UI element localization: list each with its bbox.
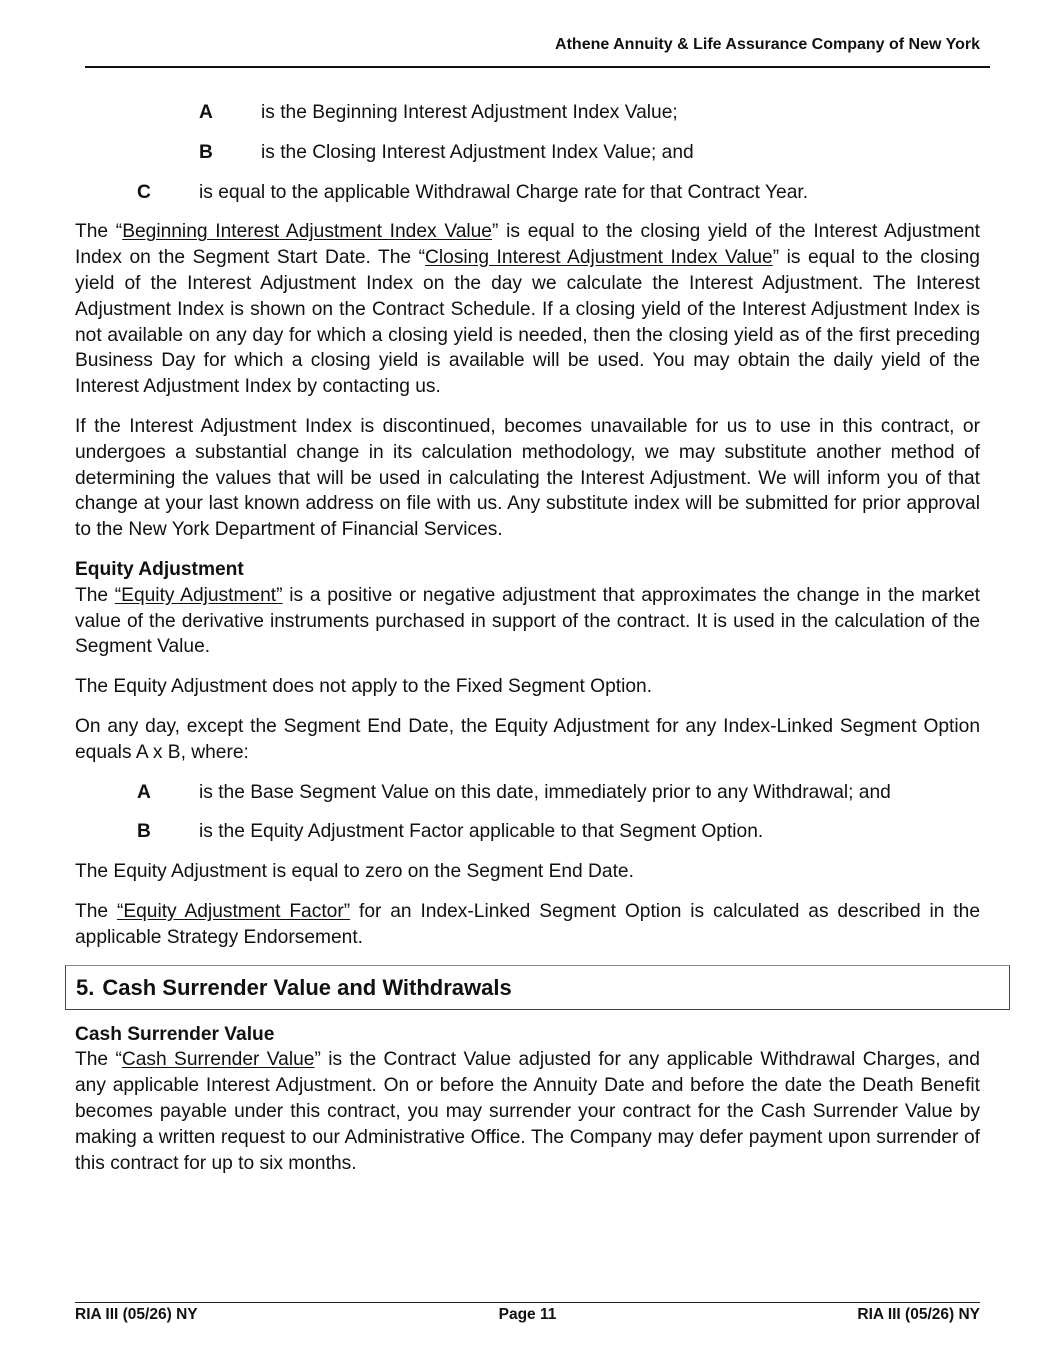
equity-formula-item-a bbox=[75, 780, 980, 806]
footer-page-number: Page 11 bbox=[498, 1306, 557, 1323]
equity-adjustment-zero-paragraph: The Equity Adjustment is equal to zero on the Segment End Date. bbox=[75, 861, 634, 883]
defined-term-equity-adjustment-factor: “Equity Adjustment Factor” bbox=[116, 900, 351, 922]
section-title: Cash Surrender Value and Withdrawals bbox=[102, 974, 512, 1000]
formula-text: is the Closing Interest Adjustment Index Value; and bbox=[261, 141, 694, 163]
formula-item-a bbox=[75, 100, 980, 126]
formula-letter: B bbox=[137, 821, 151, 843]
defined-term-equity-adjustment: “Equity Adjustment” bbox=[114, 584, 283, 606]
cash-surrender-value-paragraph bbox=[75, 1047, 980, 1176]
text-fragment: is a positive or negative adjustment that approximates the change in the market value of the derivative instruments purchased in support of the contract. It is used in the calculation of the Segment Value. bbox=[75, 584, 980, 658]
equity-formula-item-b bbox=[75, 819, 980, 845]
formula-text: is equal to the applicable Withdrawal Charge rate for that Contract Year. bbox=[199, 181, 809, 203]
page-header bbox=[85, 34, 990, 68]
defined-term-closing-index-value: Closing Interest Adjustment Index Value bbox=[425, 247, 773, 269]
equity-adjustment-definition bbox=[75, 583, 980, 660]
index-discontinued-paragraph: If the Interest Adjustment Index is discontinued, becomes unavailable for us to use in this contract, or undergoes a substantial change in its calculation methodology, we may substitute another method of determining the values that will be used in calculating the Interest Adjustment. We will inform you of that change at your last known address on file with us. Any substitute index will be submitted for prior approval to the New York Department of Financial Services. bbox=[75, 415, 980, 541]
formula-item-b bbox=[75, 140, 980, 166]
formula-text: is the Equity Adjustment Factor applicable to that Segment Option. bbox=[199, 821, 764, 843]
equity-adjustment-not-apply: The Equity Adjustment does not apply to the Fixed Segment Option. bbox=[75, 676, 653, 698]
text-fragment: The bbox=[75, 900, 117, 922]
section-heading-box bbox=[65, 965, 1010, 1010]
company-name: Athene Annuity & Life Assurance Company of New York bbox=[555, 36, 980, 53]
index-value-definition-paragraph bbox=[75, 219, 980, 400]
text-fragment: The bbox=[75, 584, 115, 606]
defined-term-beginning-index-value: Beginning Interest Adjustment Index Value bbox=[122, 221, 492, 243]
formula-letter: A bbox=[137, 781, 151, 803]
equity-adjustment-heading: Equity Adjustment bbox=[75, 558, 244, 580]
page-footer bbox=[75, 1302, 980, 1330]
text-fragment: The “ bbox=[75, 1049, 122, 1071]
footer-form-number-right: RIA III (05/26) NY bbox=[857, 1306, 980, 1323]
formula-letter: C bbox=[137, 181, 151, 203]
equity-adjustment-formula-intro: On any day, except the Segment End Date, the Equity Adjustment for any Index-Linked Segment Option equals A x B, where: bbox=[75, 715, 980, 763]
text-fragment: ” is the Contract Value adjusted for any applicable Withdrawal Charges, and any applicable Interest Adjustment. On or before the Annuity Date and before the date the Death Benefit becomes payable under this contract, you may surrender your contract for the Cash Surrender Value by making a written request to our Administrative Office. The Company may defer payment upon surrender of this contract for up to six months. bbox=[75, 1049, 980, 1174]
footer-form-number-left: RIA III (05/26) NY bbox=[75, 1306, 198, 1323]
document-body bbox=[75, 100, 980, 1190]
text-fragment: ” is equal to the closing yield of the Interest Adjustment Index on the Segment Start Date. The “ bbox=[75, 221, 980, 269]
formula-text: is the Beginning Interest Adjustment Index Value; bbox=[261, 102, 678, 123]
defined-term-cash-surrender-value: Cash Surrender Value bbox=[121, 1049, 315, 1071]
equity-adjustment-factor-paragraph bbox=[75, 899, 980, 951]
text-fragment: The “ bbox=[75, 221, 123, 243]
formula-letter: A bbox=[199, 102, 213, 123]
section-number: 5. bbox=[76, 974, 95, 1000]
formula-letter: B bbox=[199, 141, 213, 163]
cash-surrender-value-heading: Cash Surrender Value bbox=[75, 1023, 275, 1045]
formula-text: is the Base Segment Value on this date, immediately prior to any Withdrawal; and bbox=[199, 781, 891, 803]
text-fragment: ” is equal to the closing yield of the Interest Adjustment Index on the day we calculate the Interest Adjustment. The Interest Adjustment Index is shown on the Contract Schedule. If a closing yield of the Interest Adjustment Index is not available on any day for which a closing yield is needed, then the closing yield as of the first preceding Business Day for which a closing yield is available will be used. You may obtain the daily yield of the Interest Adjustment Index by contacting us. bbox=[75, 247, 980, 398]
formula-item-c bbox=[75, 180, 980, 206]
text-fragment: for an Index-Linked Segment Option is calculated as described in the applicable Strategy Endorsement. bbox=[75, 900, 980, 948]
